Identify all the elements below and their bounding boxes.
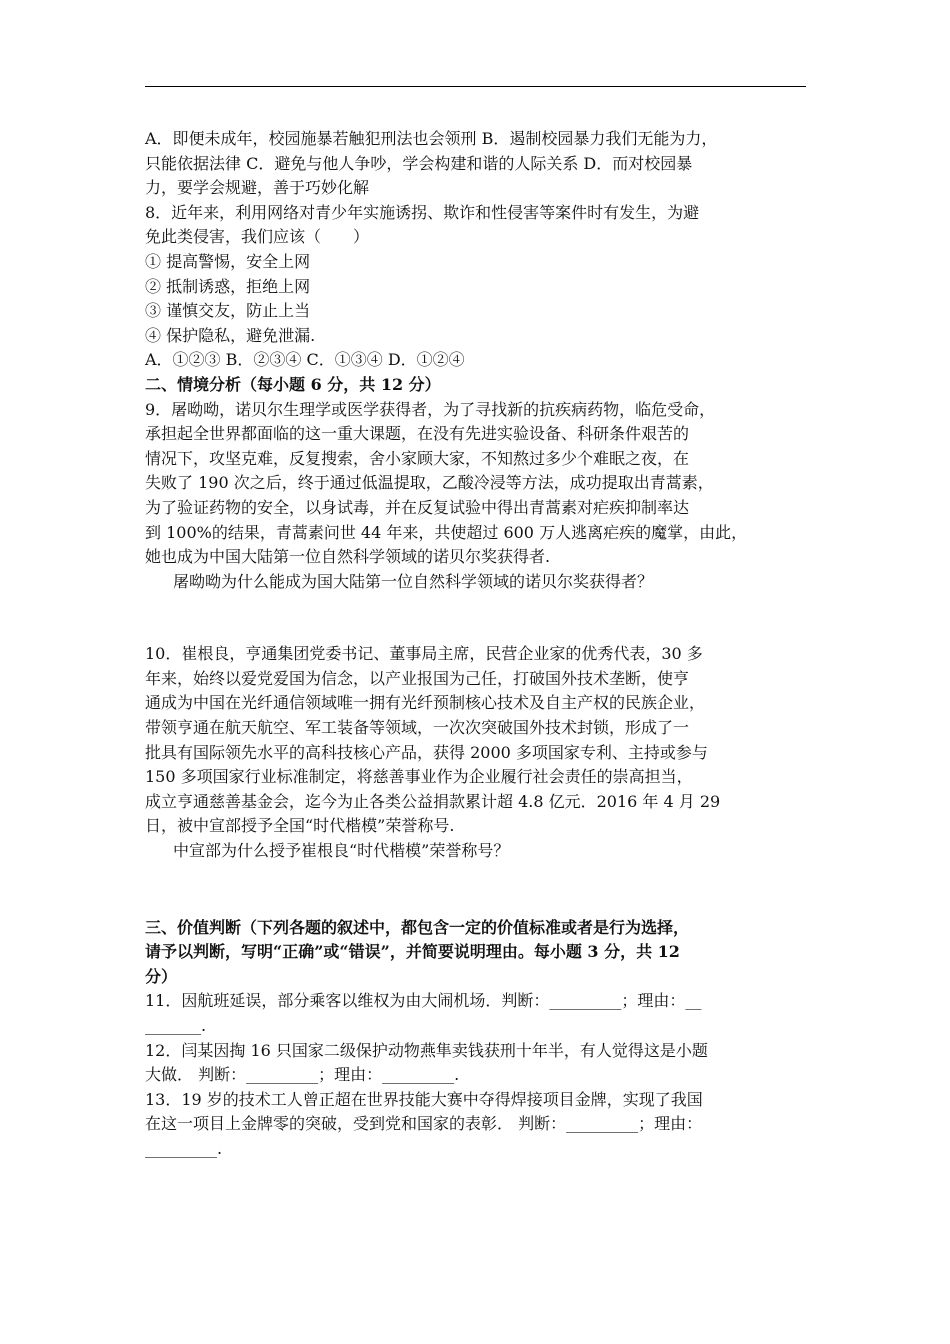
- q8-stem-line: 免此类侵害，我们应该（ ）: [145, 227, 370, 247]
- q10-line: 成立亨通慈善基金会，迄今为止各类公益捐款累计超 4.8 亿元．2016 年 4 月 29: [145, 791, 721, 811]
- q7-options-line: 只能依据法律 C．避免与他人争吵，学会构建和谐的人际关系 D．而对校园暴: [145, 153, 693, 173]
- q13-line: 在这一项目上金牌零的突破，受到党和国家的表彰． 判断：_________；理由：: [145, 1114, 703, 1134]
- section-3-heading-line: 三、价值判断（下列各题的叙述中，都包含一定的价值标准或者是行为选择，: [145, 917, 690, 937]
- q10-line: 带领亨通在航天航空、军工装备等领域，一次次突破国外技术封锁，形成了一: [145, 718, 690, 738]
- answer-space: [145, 890, 810, 916]
- question-8: [145, 201, 810, 373]
- q9-line: 情况下，攻坚克难，反复搜索，舍小家顾大家，不知熬过多少个难眠之夜，在: [145, 448, 690, 468]
- question-11: [145, 989, 810, 1038]
- q8-item: ③ 谨慎交友，防止上当: [145, 301, 311, 321]
- q10-line: 日，被中宣部授予全国“时代楷模”荣誉称号.: [145, 816, 455, 836]
- q10-line: 通成为中国在光纤通信领域唯一拥有光纤预制核心技术及自主产权的民族企业，: [145, 693, 706, 713]
- question-9: [145, 398, 810, 595]
- q11-line: _______.: [145, 1016, 207, 1035]
- q9-line: 失败了 190 次之后，终于通过低温提取，乙酸冷浸等方法，成功提取出青蒿素，: [145, 473, 714, 493]
- answer-space: [145, 618, 810, 642]
- answer-space: [145, 594, 810, 618]
- q10-line: 年来，始终以爱党爱国为信念，以产业报国为己任，打破国外技术垄断，使亨: [145, 668, 690, 688]
- answer-space: [145, 864, 810, 890]
- q9-question: 屠呦呦为什么能成为国大陆第一位自然科学领域的诺贝尔奖获得者？: [173, 571, 654, 591]
- q9-line: 她也成为中国大陆第一位自然科学领域的诺贝尔奖获得者.: [145, 547, 551, 567]
- section-3-heading-line: 请予以判断，写明“正确”或“错误”，并简要说明理由。每小题 3 分，共 12: [145, 942, 680, 962]
- q8-choices: A．①②③ B．②③④ C．①③④ D．①②④: [145, 350, 465, 370]
- q9-line: 为了验证药物的安全，以身试毒，并在反复试验中得出青蒿素对疟疾抑制率达: [145, 497, 690, 517]
- q7-options-line: A．即便未成年，校园施暴若触犯刑法也会领刑 B．遏制校园暴力我们无能为力，: [145, 129, 718, 148]
- section-3-heading: [145, 916, 810, 990]
- q10-line: 10．崔根良，亨通集团党委书记、董事局主席，民营企业家的优秀代表，30 多: [145, 644, 703, 664]
- q9-line: 9．屠呦呦，诺贝尔生理学或医学获得者，为了寻找新的抗疾病药物，临危受命，: [145, 399, 716, 419]
- q8-item: ② 抵制诱惑，拒绝上网: [145, 276, 311, 296]
- section-3-heading-line: 分）: [145, 966, 178, 986]
- question-10: [145, 642, 810, 863]
- question-7-options: [145, 127, 810, 201]
- q12-line: 12．闫某因掏 16 只国家二级保护动物燕隼卖钱获刑十年半，有人觉得这是小题: [145, 1040, 708, 1060]
- q9-line: 承担起全世界都面临的这一重大课题，在没有先进实验设备、科研条件艰苦的: [145, 424, 690, 444]
- q13-line: _________.: [145, 1138, 223, 1158]
- q11-line: 11．因航班延误，部分乘客以维权为由大闹机场．判断：_________；理由：__: [145, 991, 702, 1011]
- q12-line: 大做． 判断：_________；理由：_________.: [145, 1065, 460, 1085]
- q9-line: 到 100%的结果，青蒿素问世 44 年来，共使超过 600 万人逃离疟疾的魔掌，由此，: [145, 522, 748, 542]
- question-12: [145, 1039, 810, 1088]
- document-body: [145, 127, 810, 1162]
- q8-item: ④ 保护隐私，避免泄漏.: [145, 325, 316, 345]
- header-rule: [145, 86, 806, 87]
- question-13: [145, 1088, 810, 1162]
- q8-item: ① 提高警惕，安全上网: [145, 251, 311, 271]
- q10-question: 中宣部为什么授予崔根良“时代楷模”荣誉称号？: [173, 841, 510, 861]
- q13-line: 13．19 岁的技术工人曾正超在世界技能大赛中夺得焊接项目金牌，实现了我国: [145, 1089, 703, 1109]
- q10-line: 批具有国际领先水平的高科技核心产品，获得 2000 多项国家专利、主持或参与: [145, 742, 708, 762]
- q8-stem-line: 8．近年来，利用网络对青少年实施诱拐、欺诈和性侵害等案件时有发生，为避: [145, 202, 700, 222]
- q7-options-line: 力，要学会规避，善于巧妙化解: [145, 178, 370, 198]
- section-2-heading: 二、情境分析（每小题 6 分，共 12 分）: [145, 374, 441, 394]
- q10-line: 150 多项国家行业标准制定，将慈善事业作为企业履行社会责任的崇高担当，: [145, 767, 693, 787]
